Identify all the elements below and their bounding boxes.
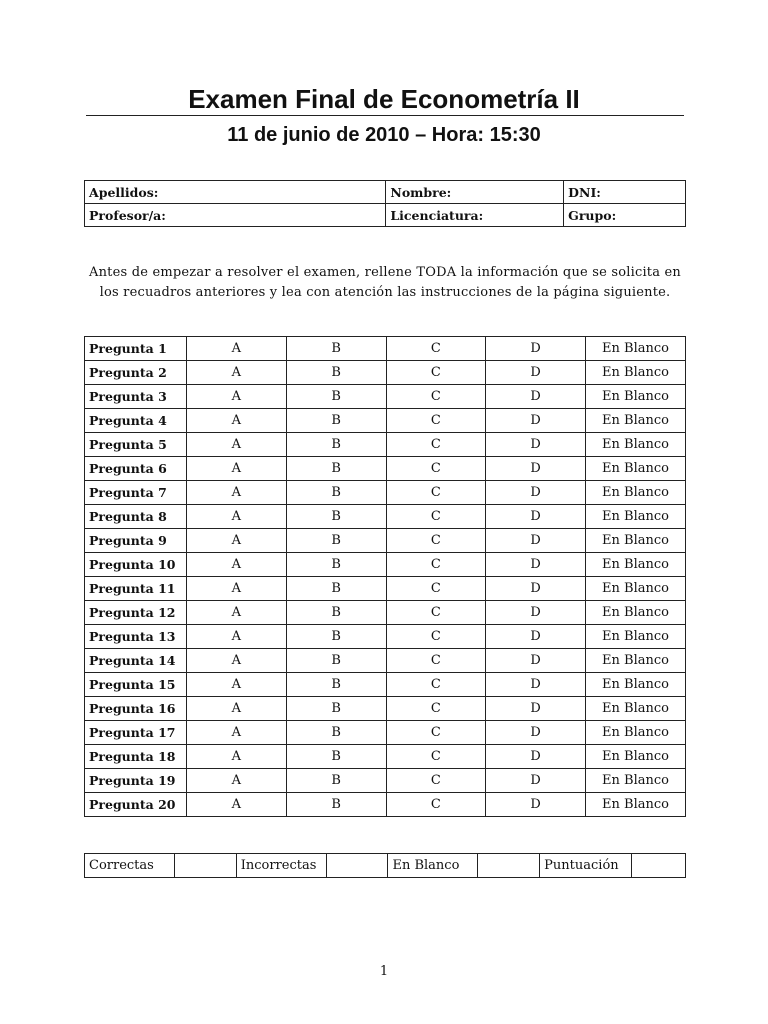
question-label: Pregunta 12 bbox=[85, 601, 187, 625]
option-b[interactable]: B bbox=[286, 433, 386, 457]
group-field[interactable]: Grupo: bbox=[564, 204, 686, 227]
option-d[interactable]: D bbox=[486, 649, 586, 673]
option-d[interactable]: D bbox=[486, 361, 586, 385]
option-c[interactable]: C bbox=[386, 769, 486, 793]
option-a[interactable]: A bbox=[186, 601, 286, 625]
dni-field[interactable]: DNI: bbox=[564, 181, 686, 204]
exam-title: Examen Final de Econometría II bbox=[188, 84, 580, 114]
option-c[interactable]: C bbox=[386, 385, 486, 409]
question-label: Pregunta 14 bbox=[85, 649, 187, 673]
option-d[interactable]: D bbox=[486, 409, 586, 433]
option-d[interactable]: D bbox=[486, 745, 586, 769]
option-blank[interactable]: En Blanco bbox=[586, 505, 686, 529]
option-c[interactable]: C bbox=[386, 793, 486, 817]
option-blank[interactable]: En Blanco bbox=[586, 433, 686, 457]
answer-row bbox=[85, 625, 686, 649]
answer-row bbox=[85, 361, 686, 385]
incorrect-count-box[interactable] bbox=[326, 854, 388, 878]
question-label: Pregunta 9 bbox=[85, 529, 187, 553]
option-b[interactable]: B bbox=[286, 745, 386, 769]
option-b[interactable]: B bbox=[286, 793, 386, 817]
option-d[interactable]: D bbox=[486, 697, 586, 721]
name-field[interactable]: Nombre: bbox=[386, 181, 564, 204]
option-c[interactable]: C bbox=[386, 457, 486, 481]
option-a[interactable]: A bbox=[186, 769, 286, 793]
question-label: Pregunta 16 bbox=[85, 697, 187, 721]
option-c[interactable]: C bbox=[386, 673, 486, 697]
option-a[interactable]: A bbox=[186, 385, 286, 409]
option-b[interactable]: B bbox=[286, 385, 386, 409]
option-b[interactable]: B bbox=[286, 577, 386, 601]
answer-row bbox=[85, 745, 686, 769]
option-blank[interactable]: En Blanco bbox=[586, 625, 686, 649]
instructions-text bbox=[84, 263, 686, 303]
question-label: Pregunta 15 bbox=[85, 673, 187, 697]
answer-row bbox=[85, 385, 686, 409]
question-label: Pregunta 20 bbox=[85, 793, 187, 817]
answer-row bbox=[85, 793, 686, 817]
option-d[interactable]: D bbox=[486, 769, 586, 793]
option-blank[interactable]: En Blanco bbox=[586, 553, 686, 577]
option-c[interactable]: C bbox=[386, 649, 486, 673]
exam-date-time: 11 de junio de 2010 – Hora: 15:30 bbox=[227, 124, 541, 146]
option-a[interactable]: A bbox=[186, 553, 286, 577]
option-c[interactable]: C bbox=[386, 745, 486, 769]
option-a[interactable]: A bbox=[186, 721, 286, 745]
score-label: Puntuación bbox=[540, 854, 632, 878]
student-info-row bbox=[85, 181, 686, 204]
option-c[interactable]: C bbox=[386, 601, 486, 625]
option-c[interactable]: C bbox=[386, 361, 486, 385]
option-b[interactable]: B bbox=[286, 625, 386, 649]
option-blank[interactable]: En Blanco bbox=[586, 529, 686, 553]
answer-row bbox=[85, 505, 686, 529]
question-label: Pregunta 10 bbox=[85, 553, 187, 577]
option-c[interactable]: C bbox=[386, 721, 486, 745]
option-blank[interactable]: En Blanco bbox=[586, 769, 686, 793]
option-c[interactable]: C bbox=[386, 409, 486, 433]
question-label: Pregunta 11 bbox=[85, 577, 187, 601]
option-c[interactable]: C bbox=[386, 337, 486, 361]
answer-row bbox=[85, 649, 686, 673]
option-b[interactable]: B bbox=[286, 505, 386, 529]
option-c[interactable]: C bbox=[386, 625, 486, 649]
option-blank[interactable]: En Blanco bbox=[586, 385, 686, 409]
option-c[interactable]: C bbox=[386, 577, 486, 601]
option-c[interactable]: C bbox=[386, 433, 486, 457]
option-d[interactable]: D bbox=[486, 721, 586, 745]
blank-label: En Blanco bbox=[388, 854, 478, 878]
question-label: Pregunta 13 bbox=[85, 625, 187, 649]
option-d[interactable]: D bbox=[486, 625, 586, 649]
option-b[interactable]: B bbox=[286, 649, 386, 673]
option-b[interactable]: B bbox=[286, 481, 386, 505]
question-label: Pregunta 19 bbox=[85, 769, 187, 793]
page-number: 1 bbox=[379, 964, 389, 979]
question-label: Pregunta 5 bbox=[85, 433, 187, 457]
question-label: Pregunta 7 bbox=[85, 481, 187, 505]
degree-field[interactable]: Licenciatura: bbox=[386, 204, 564, 227]
option-d[interactable]: D bbox=[486, 601, 586, 625]
surname-field[interactable]: Apellidos: bbox=[85, 181, 386, 204]
answer-row bbox=[85, 553, 686, 577]
instructions-line: Antes de empezar a resolver el examen, rellene TODA la información que se solicita en bbox=[89, 265, 681, 280]
option-a[interactable]: A bbox=[186, 577, 286, 601]
option-a[interactable]: A bbox=[186, 625, 286, 649]
option-blank[interactable]: En Blanco bbox=[586, 697, 686, 721]
answer-row bbox=[85, 721, 686, 745]
option-b[interactable]: B bbox=[286, 529, 386, 553]
answer-row bbox=[85, 769, 686, 793]
correct-label: Correctas bbox=[85, 854, 175, 878]
question-label: Pregunta 4 bbox=[85, 409, 187, 433]
option-blank[interactable]: En Blanco bbox=[586, 409, 686, 433]
option-d[interactable]: D bbox=[486, 505, 586, 529]
option-b[interactable]: B bbox=[286, 337, 386, 361]
question-label: Pregunta 17 bbox=[85, 721, 187, 745]
option-b[interactable]: B bbox=[286, 601, 386, 625]
option-blank[interactable]: En Blanco bbox=[586, 721, 686, 745]
answer-row bbox=[85, 433, 686, 457]
student-info-table bbox=[84, 180, 686, 227]
instructions-line: los recuadros anteriores y lea con atención las instrucciones de la página siguiente. bbox=[99, 285, 671, 300]
option-c[interactable]: C bbox=[386, 505, 486, 529]
option-d[interactable]: D bbox=[486, 529, 586, 553]
answer-row bbox=[85, 529, 686, 553]
score-summary-row bbox=[85, 854, 686, 878]
question-label: Pregunta 18 bbox=[85, 745, 187, 769]
answer-sheet-table bbox=[84, 336, 686, 817]
option-blank[interactable]: En Blanco bbox=[586, 361, 686, 385]
question-label: Pregunta 6 bbox=[85, 457, 187, 481]
option-d[interactable]: D bbox=[486, 793, 586, 817]
option-b[interactable]: B bbox=[286, 769, 386, 793]
title-divider bbox=[86, 115, 684, 116]
question-label: Pregunta 3 bbox=[85, 385, 187, 409]
option-blank[interactable]: En Blanco bbox=[586, 601, 686, 625]
incorrect-label: Incorrectas bbox=[236, 854, 326, 878]
option-blank[interactable]: En Blanco bbox=[586, 457, 686, 481]
option-b[interactable]: B bbox=[286, 409, 386, 433]
option-b[interactable]: B bbox=[286, 673, 386, 697]
option-d[interactable]: D bbox=[486, 457, 586, 481]
answer-row bbox=[85, 577, 686, 601]
option-a[interactable]: A bbox=[186, 673, 286, 697]
option-c[interactable]: C bbox=[386, 529, 486, 553]
answer-row bbox=[85, 601, 686, 625]
option-b[interactable]: B bbox=[286, 697, 386, 721]
score-value-box[interactable] bbox=[632, 854, 686, 878]
option-c[interactable]: C bbox=[386, 481, 486, 505]
option-a[interactable]: A bbox=[186, 529, 286, 553]
option-d[interactable]: D bbox=[486, 337, 586, 361]
answer-row bbox=[85, 409, 686, 433]
answer-row bbox=[85, 337, 686, 361]
option-a[interactable]: A bbox=[186, 649, 286, 673]
answer-row bbox=[85, 457, 686, 481]
option-blank[interactable]: En Blanco bbox=[586, 577, 686, 601]
option-c[interactable]: C bbox=[386, 553, 486, 577]
option-a[interactable]: A bbox=[186, 481, 286, 505]
option-a[interactable]: A bbox=[186, 361, 286, 385]
option-d[interactable]: D bbox=[486, 673, 586, 697]
answer-row bbox=[85, 673, 686, 697]
option-c[interactable]: C bbox=[386, 697, 486, 721]
option-a[interactable]: A bbox=[186, 505, 286, 529]
option-a[interactable]: A bbox=[186, 457, 286, 481]
option-a[interactable]: A bbox=[186, 409, 286, 433]
option-a[interactable]: A bbox=[186, 793, 286, 817]
blank-count-box[interactable] bbox=[478, 854, 540, 878]
option-blank[interactable]: En Blanco bbox=[586, 745, 686, 769]
option-b[interactable]: B bbox=[286, 457, 386, 481]
option-b[interactable]: B bbox=[286, 361, 386, 385]
option-a[interactable]: A bbox=[186, 697, 286, 721]
correct-count-box[interactable] bbox=[174, 854, 236, 878]
option-blank[interactable]: En Blanco bbox=[586, 481, 686, 505]
option-d[interactable]: D bbox=[486, 385, 586, 409]
professor-field[interactable]: Profesor/a: bbox=[85, 204, 386, 227]
option-b[interactable]: B bbox=[286, 553, 386, 577]
question-label: Pregunta 1 bbox=[85, 337, 187, 361]
option-d[interactable]: D bbox=[486, 577, 586, 601]
answer-row bbox=[85, 697, 686, 721]
option-b[interactable]: B bbox=[286, 721, 386, 745]
option-blank[interactable]: En Blanco bbox=[586, 793, 686, 817]
option-a[interactable]: A bbox=[186, 433, 286, 457]
score-summary-table bbox=[84, 853, 686, 878]
answer-row bbox=[85, 481, 686, 505]
option-d[interactable]: D bbox=[486, 481, 586, 505]
option-d[interactable]: D bbox=[486, 433, 586, 457]
option-blank[interactable]: En Blanco bbox=[586, 337, 686, 361]
student-info-row bbox=[85, 204, 686, 227]
option-d[interactable]: D bbox=[486, 553, 586, 577]
option-a[interactable]: A bbox=[186, 745, 286, 769]
option-a[interactable]: A bbox=[186, 337, 286, 361]
option-blank[interactable]: En Blanco bbox=[586, 673, 686, 697]
question-label: Pregunta 8 bbox=[85, 505, 187, 529]
option-blank[interactable]: En Blanco bbox=[586, 649, 686, 673]
question-label: Pregunta 2 bbox=[85, 361, 187, 385]
